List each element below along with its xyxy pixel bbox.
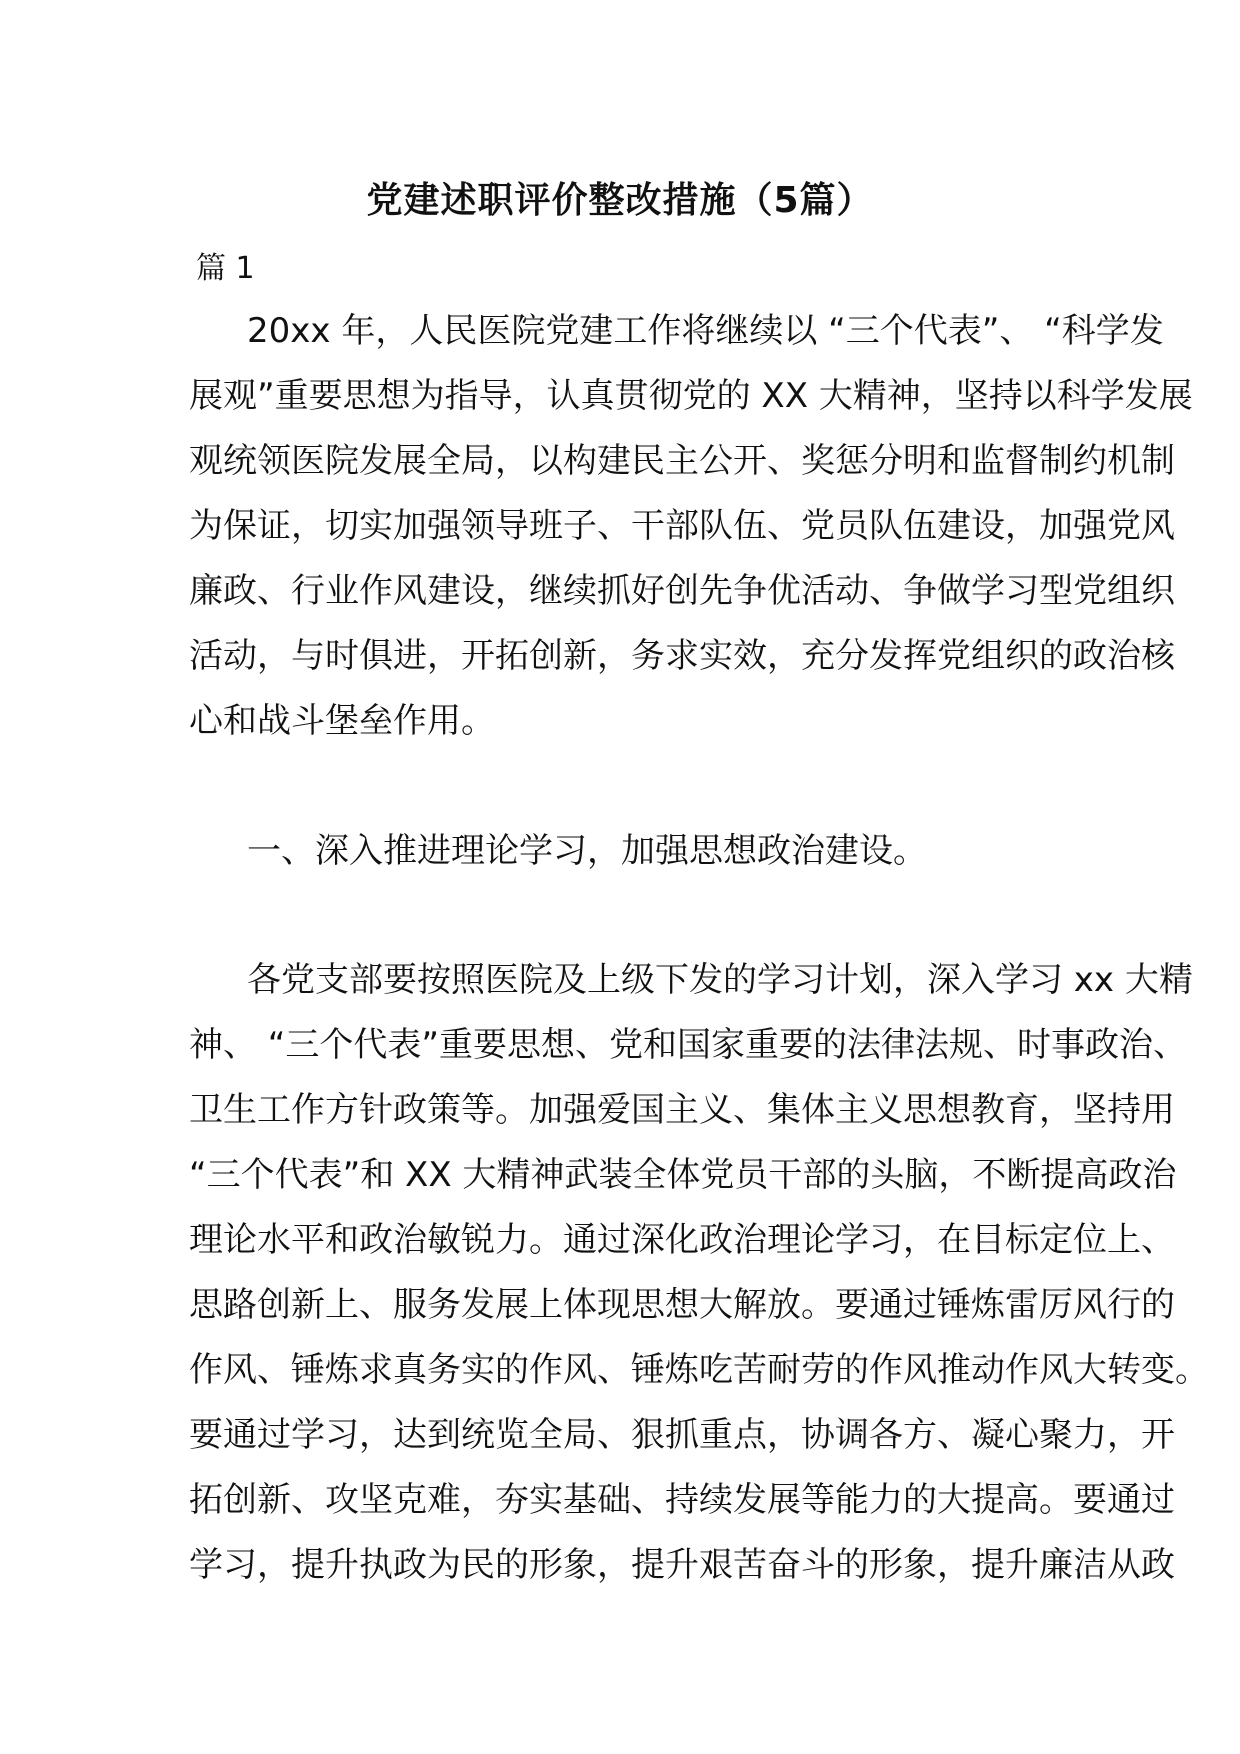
paragraph-line: 拓创新、攻坚克难，夯实基础、持续发展等能力的大提高。要通过	[189, 1480, 1175, 1520]
document-title: 党建述职评价整改措施（5篇）	[366, 180, 874, 221]
paragraph-line: 学习，提升执政为民的形象，提升艰苦奋斗的形象，提升廉洁从政	[189, 1545, 1175, 1585]
paragraph-line: 作风、锤炼求真务实的作风、锤炼吃苦耐劳的作风推动作风大转变。	[189, 1350, 1209, 1390]
paragraph-line: 展观”重要思想为指导，认真贯彻党的 XX 大精神，坚持以科学发展	[189, 376, 1193, 416]
paragraph-line: “三个代表”和 XX 大精神武装全体党员干部的头脑，不断提高政治	[189, 1155, 1177, 1195]
paragraph-line: 神、 “三个代表”重要思想、党和国家重要的法律法规、时事政治、	[189, 1025, 1188, 1065]
paragraph-line: 20xx 年，人民医院党建工作将继续以 “三个代表”、 “科学发	[247, 311, 1164, 351]
paragraph-line: 理论水平和政治敏锐力。通过深化政治理论学习，在目标定位上、	[189, 1220, 1175, 1260]
paragraph-line: 为保证，切实加强领导班子、干部队伍、党员队伍建设，加强党风	[189, 506, 1175, 546]
paragraph-line: 廉政、行业作风建设，继续抓好创先争优活动、争做学习型党组织	[189, 571, 1175, 611]
paragraph-line: 观统领医院发展全局，以构建民主公开、奖惩分明和监督制约机制	[189, 441, 1175, 481]
paragraph-line: 卫生工作方针政策等。加强爱国主义、集体主义思想教育，坚持用	[189, 1090, 1175, 1130]
section-heading: 一、深入推进理论学习，加强思想政治建设。	[247, 831, 927, 871]
paragraph-line: 思路创新上、服务发展上体现思想大解放。要通过锤炼雷厉风行的	[189, 1285, 1175, 1325]
paragraph-line: 心和战斗堡垒作用。	[189, 701, 495, 741]
paragraph-line: 各党支部要按照医院及上级下发的学习计划，深入学习 xx 大精	[247, 960, 1193, 1000]
paragraph-line: 活动，与时俱进，开拓创新，务求实效，充分发挥党组织的政治核	[189, 636, 1175, 676]
paragraph-line: 要通过学习，达到统览全局、狠抓重点，协调各方、凝心聚力，开	[189, 1415, 1175, 1455]
section-label: 篇 1	[196, 251, 255, 286]
